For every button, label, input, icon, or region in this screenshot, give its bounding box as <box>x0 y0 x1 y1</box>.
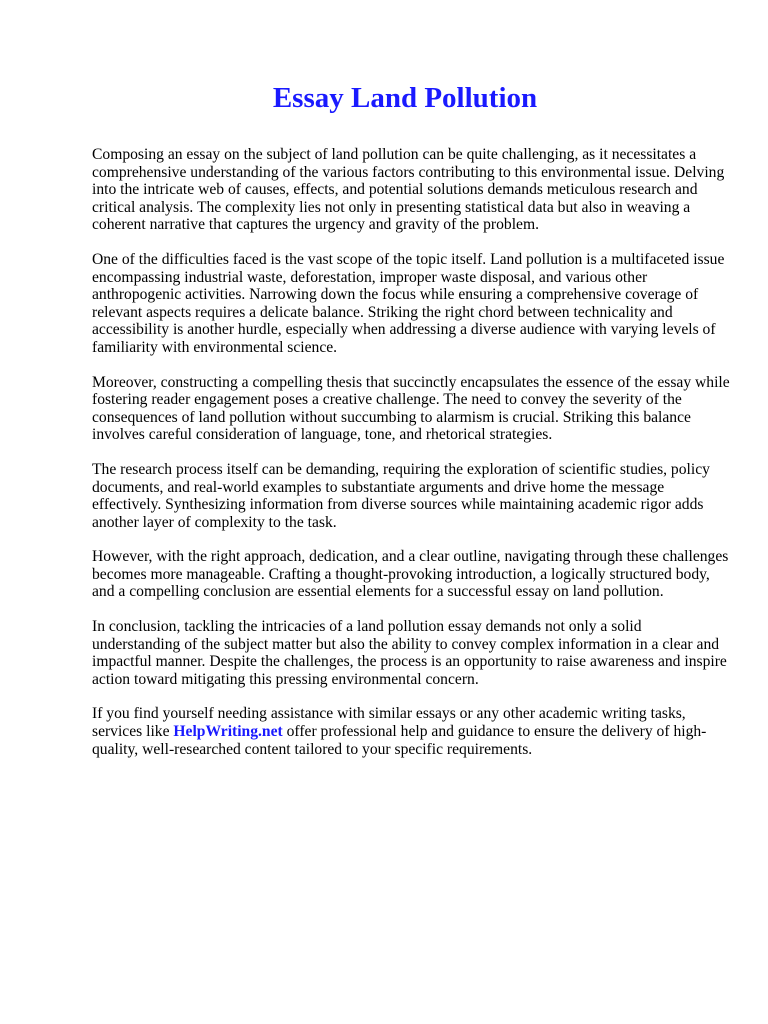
paragraph-4: The research process itself can be demanding, requiring the exploration of scientific studies, policy documents, and real-world examples to substantiate arguments and drive home the message effectively. Synthesizing information from diverse sources while maintaining academic rigor adds another layer of complexity to the task. <box>92 460 710 531</box>
paragraph-5: However, with the right approach, dedication, and a clear outline, navigating through these challenges becomes more manageable. Crafting a thought-provoking introduction, a logically structured body, and a compelling conclusion are essential elements for a successful essay on land pollution. <box>92 548 729 601</box>
paragraph-1: Composing an essay on the subject of land pollution can be quite challenging, as it necessitates a comprehensive understanding of the various factors contributing to this environmental issue. Delving into the intricate web of causes, effects, and potential solutions demands meticulous research and critical analysis. The complexity lies not only in presenting statistical data but also in weaving a coherent narrative that captures the urgency and gravity of the problem. <box>92 146 725 234</box>
page-title: Essay Land Pollution <box>272 82 538 114</box>
closing-text-before-link: If you find yourself needing assistance with similar essays or any other academic writing tasks, services like <box>92 705 686 741</box>
closing-paragraph <box>92 705 730 758</box>
paragraph-2: One of the difficulties faced is the vast scope of the topic itself. Land pollution is a multifaceted issue encompassing industrial waste, deforestation, improper waste disposal, and various other anthropogenic activities. Narrowing down the focus while ensuring a comprehensive coverage of relevant aspects requires a delicate balance. Striking the right chord between technicality and accessibility is another hurdle, especially when addressing a diverse audience with varying levels of familiarity with environmental science. <box>92 250 725 356</box>
helpwriting-link[interactable]: HelpWriting.net <box>173 723 283 741</box>
paragraph-6: In conclusion, tackling the intricacies of a land pollution essay demands not only a solid understanding of the subject matter but also the ability to convey complex information in a clear and impactful manner. Despite the challenges, the process is an opportunity to raise awareness and inspire action toward mitigating this pressing environmental concern. <box>92 618 727 688</box>
paragraph-3: Moreover, constructing a compelling thesis that succinctly encapsulates the essence of the essay while fostering reader engagement poses a creative challenge. The need to convey the severity of the consequences of land pollution without succumbing to alarmism is crucial. Striking this balance involves careful consideration of language, tone, and rhetorical strategies. <box>92 373 730 444</box>
closing-text-after-link: offer professional help and guidance to ensure the delivery of high-quality, well-researched content tailored to your specific requirements. <box>92 723 707 758</box>
essay-body <box>92 146 730 775</box>
